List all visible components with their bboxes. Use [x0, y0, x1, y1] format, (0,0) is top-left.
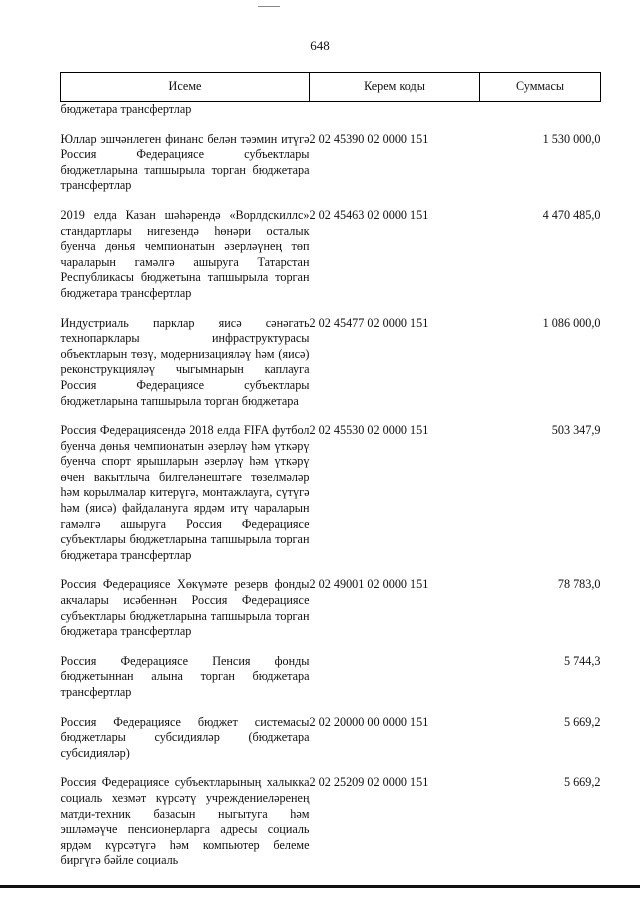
table-header-row [61, 73, 601, 102]
row-sum: 78 783,0 [557, 577, 601, 592]
table-row [61, 701, 601, 762]
table-row [61, 409, 601, 563]
table-row [61, 102, 601, 118]
row-name: Россия Федерациясендә 2018 елда FIFA футбол буенча дөнья чемпионатын әзерләү һәм үткәрү буенча спорт ярышларын әзерләү һәм үткәрү өчен вакытлыча билгеләнештәге төзелмәләр һәм корылмалар китерүгә, монтажлауга, сүтүгә һәм (яисә) файдалануга ярдәм итү чараларын гамәлгә ашыруга Россия Федерациясе субъектлары бюджетларына тапшырыла торган бюджетара трансфертлар [60, 423, 310, 562]
row-name: Индустриаль парклар яисә сәнәгать технопарклары инфраструктурасы объектларын төзү, модернизацияләү һәм (яисә) реконструкцияләү чыгымнарын каплауга Россия Федерациясе субъектлары бюджетларына тапшырыла торган бюджетара [60, 315, 310, 408]
row-sum [480, 102, 601, 118]
row-code: 2 02 25209 02 0000 151 [309, 775, 429, 790]
row-name: Россия Федерациясе Пенсия фонды бюджетыннан алына торган бюджетара трансфертлар [60, 653, 310, 699]
row-name: Россия Федерациясе бюджет системасы бюджетлары субсидияләр (бюджетара субсидияләр) [60, 714, 310, 760]
row-sum: 1 530 000,0 [542, 131, 601, 146]
row-code [310, 102, 480, 118]
row-sum: 5 669,2 [563, 714, 601, 729]
row-code [310, 640, 480, 701]
row-code: 2 02 49001 02 0000 151 [309, 577, 429, 592]
row-sum: 1 086 000,0 [542, 315, 601, 330]
row-sum: 5 669,2 [563, 775, 601, 790]
budget-table [60, 72, 601, 869]
row-name: Юллар эшчәнлеген финанс белән тәэмин итүгә Россия Федерациясе субъектлары бюджетларына тапшырыла торган бюджетара трансфертлар [60, 131, 310, 193]
row-code: 2 02 45477 02 0000 151 [309, 315, 429, 330]
row-sum: 5 744,3 [563, 653, 601, 668]
row-sum: 503 347,9 [551, 423, 601, 438]
bottom-border [0, 885, 640, 888]
header-name: Исеме [61, 73, 310, 102]
table-row [61, 302, 601, 410]
header-sum: Суммасы [480, 73, 601, 102]
top-rule [258, 6, 280, 7]
row-code: 2 02 45530 02 0000 151 [309, 423, 429, 438]
page-number: 648 [310, 38, 330, 53]
row-name: бюджетара трансфертлар [60, 102, 192, 116]
table-row [61, 194, 601, 302]
row-sum: 4 470 485,0 [542, 207, 601, 222]
row-name: 2019 елда Казан шәһәрендә «Ворлдскиллс» стандартлары нигезендә һөнәри осталык буенча дөнья чемпионатын әзерләүнең төп чараларын гамәлгә ашыруга Татарстан Республикасы бюджетына тапшырыла торган бюджетара трансфертлар [60, 207, 310, 300]
row-code: 2 02 45390 02 0000 151 [309, 131, 429, 146]
row-code: 2 02 20000 00 0000 151 [309, 714, 429, 729]
row-name: Россия Федерациясе субъектларының халыкка социаль хезмәт күрсәтү учреждениеләренең матди-техник базасын ныгытуга һәм эшләмәүче пенсионерларга адресы социаль ярдәм күрсәтүгә һәм компьютер белеме биргүгә бәйле социаль [60, 775, 310, 868]
row-code: 2 02 45463 02 0000 151 [309, 207, 429, 222]
table-row [61, 640, 601, 701]
row-name: Россия Федерациясе Хөкүмәте резерв фонды акчалары исәбеннән Россия Федерациясе субъектлары бюджетларына тапшырыла торган бюджетара трансфертлар [60, 577, 310, 639]
table-row [61, 563, 601, 639]
header-code: Керем коды [310, 73, 480, 102]
table-row [61, 118, 601, 194]
table-row [61, 761, 601, 869]
